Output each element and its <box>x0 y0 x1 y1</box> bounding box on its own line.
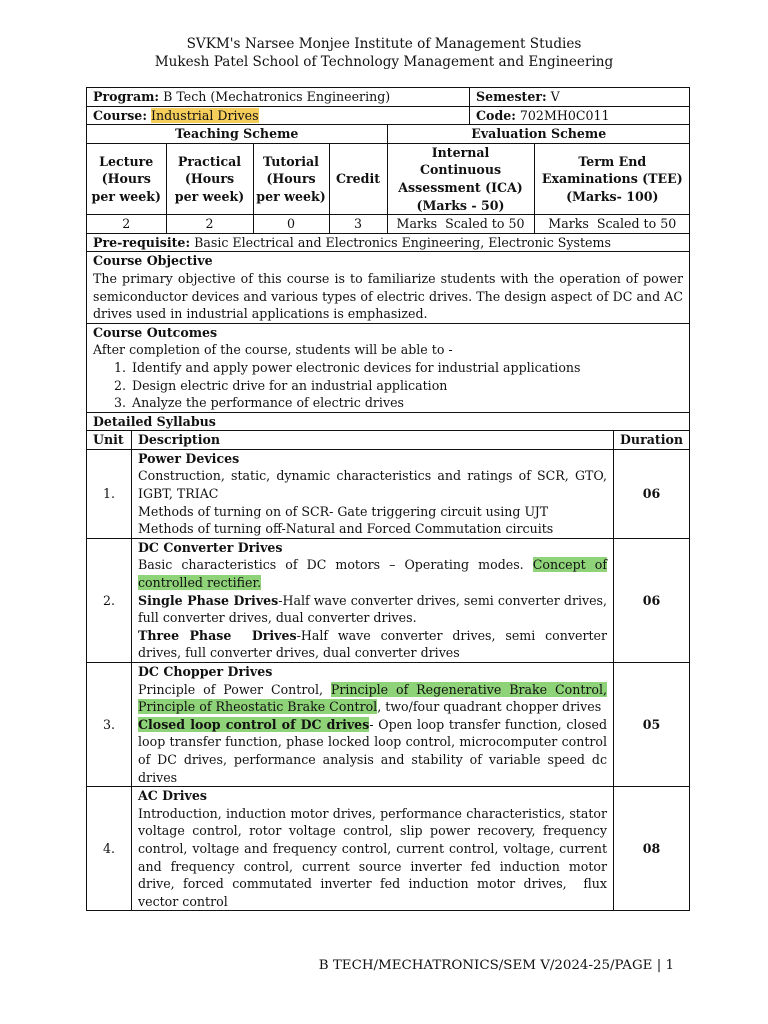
semester-label: Semester: <box>476 89 547 104</box>
lecture-value: 2 <box>87 215 166 233</box>
syllabus-title: Detailed Syllabus <box>87 412 690 431</box>
code-value: 702MH0C011 <box>515 107 610 123</box>
unit-title: AC Drives <box>138 788 207 804</box>
unit-line: Construction, static, dynamic characteristics and ratings of SCR, GTO, IGBT, TRIAC <box>138 468 608 502</box>
semester-cell <box>470 88 690 107</box>
ica-value: Marks Scaled to 50 <box>387 215 534 233</box>
unit-paragraph: Single Phase Drives-Half wave converter drives, semi converter drives, full converter drives, dual converter drives. <box>138 592 608 626</box>
credit-header: Credit <box>329 143 387 214</box>
unit-title: Power Devices <box>138 450 240 466</box>
scheme-cell <box>87 125 690 234</box>
course-name: Industrial Drives <box>150 107 259 123</box>
practical-value: 2 <box>166 215 253 233</box>
syllabus-unit-row <box>87 787 690 911</box>
tee-value: Marks Scaled to 50 <box>534 215 690 233</box>
evaluation-scheme-heading: Evaluation Scheme <box>387 125 690 143</box>
teaching-scheme-heading: Teaching Scheme <box>87 125 387 143</box>
scheme-row <box>87 125 690 234</box>
objective-title: Course Objective <box>93 253 213 269</box>
duration-header: Duration <box>614 431 690 450</box>
syllabus-title-row <box>87 412 690 431</box>
unit-description <box>132 538 614 662</box>
scheme-header-row <box>87 143 690 214</box>
syllabus-unit-row <box>87 663 690 787</box>
unit-title: DC Chopper Drives <box>138 664 273 679</box>
unit-description <box>132 663 614 787</box>
unit-number: 2. <box>87 538 132 662</box>
code-label: Code: <box>476 107 516 123</box>
course-table-body <box>86 87 690 911</box>
description-header: Description <box>132 431 614 450</box>
objective-row <box>87 252 690 323</box>
unit-line: Methods of turning off-Natural and Forced Commutation circuits <box>138 521 554 537</box>
prerequisite-cell <box>87 233 690 252</box>
unit-description <box>132 449 614 538</box>
school-name: Mukesh Patel School of Technology Management and Engineering <box>154 54 614 71</box>
unit-duration: 06 <box>614 449 690 538</box>
unit-number: 4. <box>87 787 132 911</box>
unit-duration: 06 <box>614 538 690 662</box>
unit-title: DC Converter Drives <box>138 539 283 555</box>
unit-paragraph: Three Phase Drives-Half wave converter drives, semi converter drives, full converter drives, dual converter drives <box>138 627 608 661</box>
credit-value: 3 <box>329 215 387 233</box>
unit-paragraph: Principle of Power Control, Principle of Regenerative Brake Control, Principle of Rheostatic Brake Control, two/four quadrant chopper drives <box>138 681 608 715</box>
syllabus-unit-row <box>87 538 690 662</box>
outcome-item: 3. Analyze the performance of electric drives <box>130 394 683 412</box>
unit-description <box>132 787 614 911</box>
highlighted-text: Concept of controlled rectifier. <box>138 557 607 591</box>
unit-number: 1. <box>87 449 132 538</box>
ica-header: Internal Continuous Assessment (ICA) (Marks - 50) <box>387 143 534 214</box>
outcomes-list <box>93 359 683 412</box>
unit-number: 3. <box>87 663 132 787</box>
objective-text: The primary objective of this course is to familiarize students with the operation of power semiconductor devices and various types of electric drives. The design aspect of DC and AC drives used in industrial applications is emphasized. <box>93 270 684 322</box>
objective-cell <box>87 252 690 323</box>
program-cell <box>87 88 470 107</box>
highlighted-text: Closed loop control of DC drives <box>138 716 370 732</box>
outcome-item: 2. Design electric drive for an industrial application <box>130 377 683 395</box>
tee-header: Term End Examinations (TEE) (Marks- 100) <box>534 143 690 214</box>
unit-duration: 08 <box>614 787 690 911</box>
code-cell <box>470 106 690 125</box>
lecture-header: Lecture (Hours per week) <box>87 143 166 214</box>
outcomes-title: Course Outcomes <box>93 324 218 340</box>
course-label: Course: <box>93 107 147 123</box>
unit-header: Unit <box>87 431 132 450</box>
prerequisite-value: Basic Electrical and Electronics Engineering, Electronic Systems <box>190 234 611 250</box>
institute-name: SVKM's Narsee Monjee Institute of Management Studies <box>186 36 582 52</box>
syllabus-header-row <box>87 431 690 450</box>
unit-duration: 05 <box>614 663 690 787</box>
tutorial-header: Tutorial (Hours per week) <box>253 143 329 214</box>
semester-value: V <box>546 89 560 104</box>
scheme-values-row <box>87 215 690 233</box>
outcomes-cell <box>87 323 690 412</box>
practical-header: Practical (Hours per week) <box>166 143 253 214</box>
syllabus-unit-row <box>87 449 690 538</box>
program-row <box>87 88 690 107</box>
program-label: Program: <box>93 89 160 104</box>
tutorial-value: 0 <box>253 215 329 233</box>
prerequisite-label: Pre-requisite: <box>93 234 191 250</box>
outcomes-intro: After completion of the course, students will be able to - <box>93 342 453 358</box>
course-row <box>87 106 690 125</box>
page-footer: B TECH/MECHATRONICS/SEM V/2024-25/PAGE | 1 <box>318 958 674 973</box>
outcome-item: 1. Identify and apply power electronic devices for industrial applications <box>130 359 683 377</box>
outcomes-row <box>87 323 690 412</box>
scheme-table <box>87 125 690 233</box>
document-header <box>0 35 768 71</box>
program-value: B Tech (Mechatronics Engineering) <box>159 89 391 104</box>
unit-paragraph: Basic characteristics of DC motors – Operating modes. Concept of controlled rectifier. <box>138 557 607 591</box>
prerequisite-row <box>87 233 690 252</box>
highlighted-text: Principle of Regenerative Brake Control, <box>330 681 608 697</box>
highlighted-text: Principle of Rheostatic Brake Control <box>138 699 378 715</box>
unit-paragraph: Closed loop control of DC drives- Open loop transfer function, closed loop transfer function, phase locked loop control, microcomputer control of DC drives, performance analysis and stability of variable speed dc drives <box>138 716 608 785</box>
unit-line: Methods of turning on of SCR- Gate triggering circuit using UJT <box>138 503 549 519</box>
unit-paragraph: Introduction, induction motor drives, performance characteristics, stator voltage control, rotor voltage control, slip power recovery, frequency control, voltage and frequency control, current control, voltage, current and frequency control, current source inverter fed induction motor drive, forced commutated inverter fed induction motor drives, flux vector control <box>138 805 612 909</box>
course-cell <box>87 106 470 125</box>
